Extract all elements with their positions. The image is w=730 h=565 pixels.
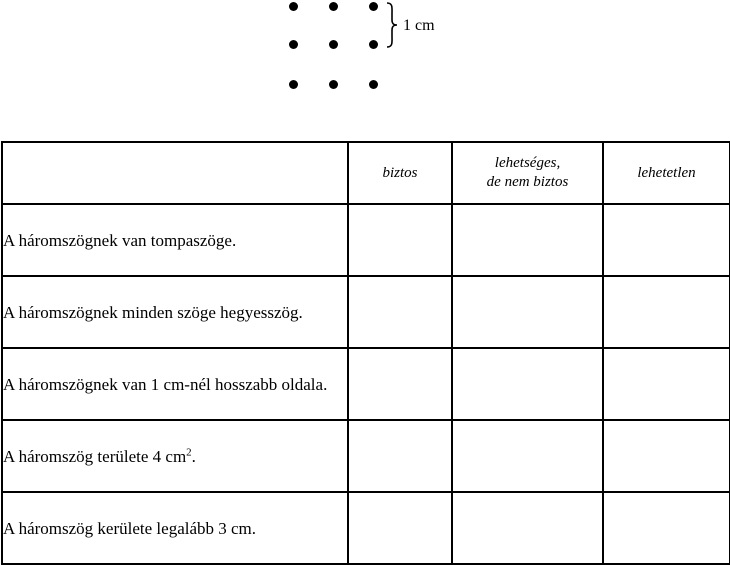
curly-brace-icon [385, 2, 399, 48]
grid-dot [329, 80, 338, 89]
answer-cell-impossible[interactable] [603, 276, 730, 348]
grid-dot [289, 80, 298, 89]
grid-dot [329, 40, 338, 49]
answer-cell-possible[interactable] [452, 348, 603, 420]
statement-area-period: . [191, 446, 196, 466]
answer-cell-certain[interactable] [348, 492, 452, 564]
answer-cell-possible[interactable] [452, 276, 603, 348]
statement-table [1, 141, 730, 565]
statement-area-text: A háromszög területe 4 cm [3, 446, 187, 466]
table-header-row [2, 142, 730, 204]
statement-all-acute: A háromszögnek minden szöge hegyesszög. [2, 276, 348, 348]
header-statement [2, 142, 348, 204]
answer-cell-possible[interactable] [452, 204, 603, 276]
answer-cell-certain[interactable] [348, 348, 452, 420]
answer-cell-certain[interactable] [348, 276, 452, 348]
grid-dot [369, 40, 378, 49]
grid-dot [369, 2, 378, 11]
answer-cell-impossible[interactable] [603, 420, 730, 492]
answer-cell-impossible[interactable] [603, 348, 730, 420]
table-row [2, 276, 730, 348]
header-possible [452, 142, 603, 204]
grid-dot [329, 2, 338, 11]
header-possible-line2: de nem biztos [486, 174, 569, 190]
statement-longer-side: A háromszögnek van 1 cm-nél hosszabb oldala. [2, 348, 348, 420]
table-row [2, 492, 730, 564]
header-impossible: lehetetlen [603, 142, 730, 204]
dot-grid-figure [280, 0, 460, 100]
table-row [2, 204, 730, 276]
answer-cell-possible[interactable] [452, 420, 603, 492]
answer-cell-possible[interactable] [452, 492, 603, 564]
answer-cell-certain[interactable] [348, 420, 452, 492]
grid-dot [289, 2, 298, 11]
grid-dot [289, 40, 298, 49]
statement-obtuse-angle: A háromszögnek van tompaszöge. [2, 204, 348, 276]
grid-dot [369, 80, 378, 89]
statement-area-exponent: 2 [186, 445, 192, 458]
header-certain: biztos [348, 142, 452, 204]
answer-cell-impossible[interactable] [603, 492, 730, 564]
table-row [2, 420, 730, 492]
answer-cell-impossible[interactable] [603, 204, 730, 276]
table-row [2, 348, 730, 420]
answer-cell-certain[interactable] [348, 204, 452, 276]
unit-label: 1 cm [403, 17, 435, 34]
statement-perimeter: A háromszög kerülete legalább 3 cm. [2, 492, 348, 564]
header-possible-line1: lehetséges, [494, 155, 561, 171]
statement-area [2, 420, 348, 492]
